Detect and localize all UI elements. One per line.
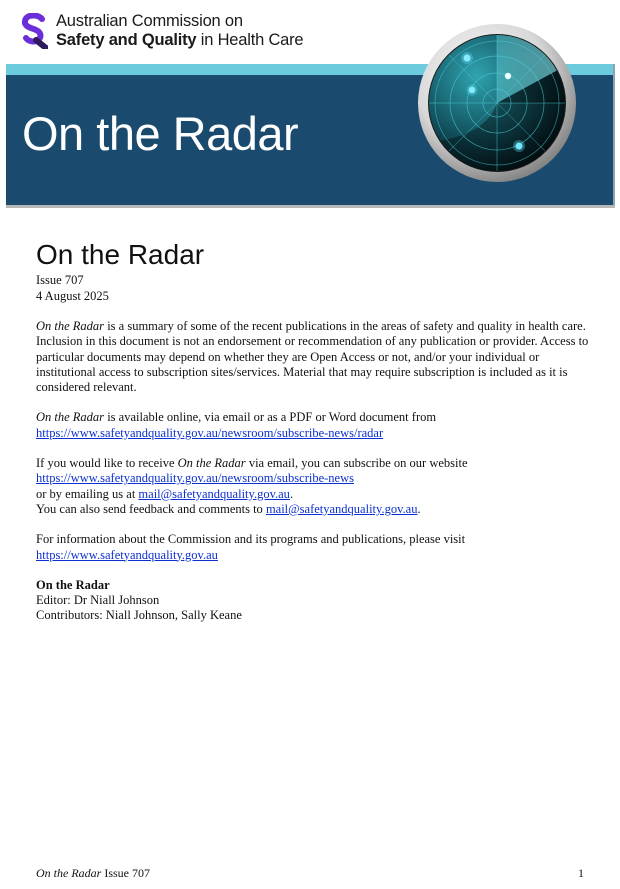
banner-edge bbox=[613, 64, 615, 205]
intro-italic: On the Radar bbox=[36, 319, 105, 333]
org-name-line2 bbox=[56, 31, 303, 50]
editor: Editor: Dr Niall Johnson bbox=[36, 593, 160, 608]
feedback-prefix: You can also send feedback and comments to bbox=[36, 501, 266, 516]
info-text: For information about the Commission and its programs and publications, please visit bbox=[36, 532, 466, 547]
issue-date: 4 August 2025 bbox=[36, 288, 109, 303]
banner-shadow bbox=[6, 205, 615, 208]
subscribe-text-after: via email, you can subscribe on our website bbox=[245, 456, 468, 471]
availability-paragraph bbox=[36, 410, 596, 441]
footer-issue: Issue 707 bbox=[101, 866, 150, 880]
organisation-logo bbox=[20, 12, 303, 50]
page-footer bbox=[36, 866, 584, 881]
commission-website-link[interactable]: https://www.safetyandquality.gov.au bbox=[36, 547, 218, 562]
footer-italic: On the Radar bbox=[36, 866, 102, 880]
credits-heading: On the Radar bbox=[36, 577, 110, 592]
intro-paragraph bbox=[36, 319, 596, 395]
org-name-line1: Australian Commission on bbox=[56, 12, 243, 30]
feedback-suffix: . bbox=[417, 501, 421, 516]
feedback-email-link[interactable]: mail@safetyandquality.gov.au bbox=[265, 501, 418, 516]
document-title: On the Radar bbox=[36, 239, 205, 270]
subscribe-text-before: If you would like to receive bbox=[36, 456, 178, 471]
subscribe-link[interactable]: https://www.safetyandquality.gov.au/newsroom/subscribe-news bbox=[36, 471, 354, 486]
email-prefix: or by emailing us at bbox=[36, 486, 139, 501]
banner-title: On the Radar bbox=[22, 107, 299, 160]
radar-link[interactable]: https://www.safetyandquality.gov.au/newsroom/subscribe-news/radar bbox=[36, 425, 384, 440]
org-name-bold: Safety and Quality bbox=[56, 31, 197, 49]
credits bbox=[36, 578, 596, 624]
email-suffix: . bbox=[289, 486, 294, 501]
subscribe-paragraph bbox=[36, 456, 596, 517]
info-paragraph bbox=[36, 532, 596, 563]
availability-text: is available online, via email or as a PDF or Word document from bbox=[104, 410, 437, 425]
contributors: Contributors: Niall Johnson, Sally Keane bbox=[36, 608, 242, 623]
footer-title bbox=[36, 866, 150, 881]
sq-logo-icon bbox=[20, 13, 48, 49]
availability-italic: On the Radar bbox=[36, 410, 105, 425]
email-link[interactable]: mail@safetyandquality.gov.au bbox=[138, 486, 290, 501]
intro-text: is a summary of some of the recent publications in the areas of safety and quality in health care. Inclusion in this document is not an endorsement or recommendation of any publication or provider. Access to particular documents may depend on whether they are Open Access or not, and/or your individual or institutional access to subscription sites/services. Material that may require subscription is included as it is considered relevant. bbox=[36, 319, 589, 395]
page-number: 1 bbox=[578, 866, 584, 880]
org-name-rest: in Health Care bbox=[196, 31, 304, 49]
radar-icon bbox=[417, 23, 577, 183]
subscribe-italic: On the Radar bbox=[177, 456, 246, 471]
document-body bbox=[36, 238, 596, 624]
issue-number: Issue 707 bbox=[36, 273, 84, 287]
